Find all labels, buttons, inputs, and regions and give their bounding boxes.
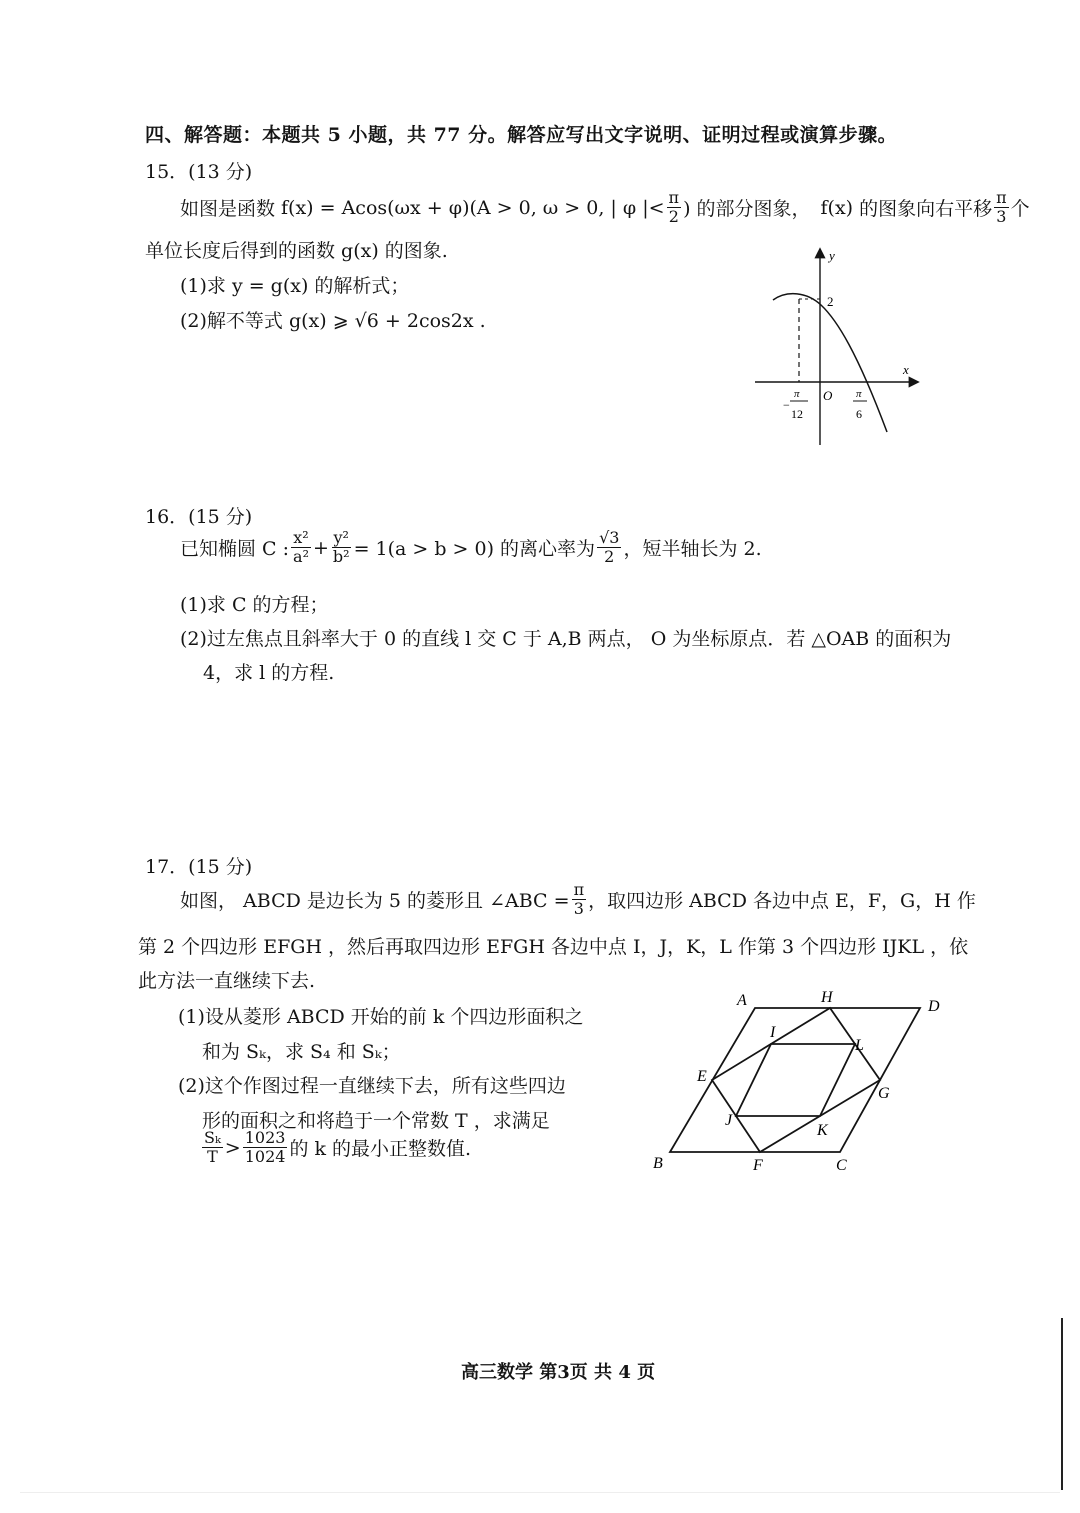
q16-line1	[180, 530, 762, 565]
q17-line3: 此方法一直继续下去.	[138, 970, 316, 992]
six-label: 6	[856, 407, 862, 421]
label-d: D	[928, 998, 940, 1015]
q17-part2-c: 的 k 的最小正整数值.	[289, 1138, 472, 1160]
q17-line1-a: 如图， ABCD 是边长为 5 的菱形且 ∠ABC =	[180, 890, 570, 912]
label-k: K	[817, 1122, 828, 1139]
q17-line1-b: ，取四边形 ABCD 各边中点 E，F，G，H 作	[588, 890, 976, 912]
section-header: 四、解答题：本题共 5 小题，共 77 分。解答应写出文字说明、证明过程或演算步骤。	[145, 124, 898, 146]
q15-line1	[180, 190, 1030, 225]
q17-gt: >	[224, 1136, 241, 1159]
q15-intro-b: ) 的部分图象，	[683, 198, 811, 220]
q15-part1: (1)求 y = g(x) 的解析式；	[180, 275, 410, 297]
q17-part1-b: 和为 Sₖ，求 S₄ 和 Sₖ；	[202, 1041, 401, 1063]
q16-line1-c: ，短半轴长为 2.	[623, 538, 762, 560]
q16-part1: (1)求 C 的方程；	[180, 594, 329, 616]
q17-part2-c-line	[200, 1130, 471, 1165]
x-axis-label: x	[903, 362, 909, 377]
label-i: I	[770, 1024, 776, 1041]
q17-part2-a: (2)这个作图过程一直继续下去，所有这些四边	[178, 1075, 566, 1097]
q17-line1	[180, 882, 976, 917]
q15-intro-a: 如图是函数	[180, 198, 276, 220]
q17-rhombus-figure	[645, 985, 945, 1180]
q15-line2: 单位长度后得到的函数 g(x) 的图象.	[145, 240, 448, 262]
q15-func-expr: f(x) = Acos(ωx + φ)(A > 0, ω > 0, | φ |<	[281, 196, 665, 219]
label-l: L	[855, 1037, 864, 1054]
q15-intro-d: 个	[1010, 198, 1030, 220]
q16-plus: +	[312, 536, 329, 559]
q16-frac-x2-a2: $\frac{\text{x²}}{\text{a²}}$	[293, 528, 309, 566]
label-a: A	[737, 992, 747, 1009]
q15-part2: (2)解不等式 g(x) ⩾ √6 + 2cos2x .	[180, 310, 486, 332]
label-g: G	[878, 1085, 890, 1102]
label-j: J	[725, 1112, 733, 1129]
q15-number: 15．(13 分)	[145, 161, 253, 183]
scan-edge-line	[1061, 1318, 1063, 1490]
q16-line1-b: = 1(a > b > 0) 的离心率为	[353, 538, 596, 560]
pi-label-right: π	[856, 388, 862, 400]
q15-frac-pi-3: $\frac{\pi}{3}$	[996, 188, 1007, 226]
q16-frac-sqrt3-2: $\frac{√3}{2}$	[599, 528, 620, 566]
label-h: H	[821, 989, 833, 1006]
q17-frac-sk-t: $\frac{\text{Sₖ}}{T}$	[204, 1128, 221, 1166]
q15-intro-c: 的图象向右平移	[859, 198, 993, 220]
q16-frac-y2-b2: $\frac{\text{y²}}{\text{b²}}$	[332, 528, 350, 566]
label-f: F	[753, 1157, 763, 1174]
pi-label-left: π	[794, 388, 800, 400]
scan-bottom-line	[20, 1492, 1060, 1493]
label-c: C	[836, 1157, 847, 1174]
q17-line2: 第 2 个四边形 EFGH ，然后再取四边形 EFGH 各边中点 I，J，K，L 作第 3 个四边形 IJKL ，依	[138, 936, 969, 958]
q15-fx: f(x)	[820, 196, 854, 219]
q16-number: 16．(15 分)	[145, 506, 253, 528]
q17-number: 17．(15 分)	[145, 856, 253, 878]
q17-part2-b: 形的面积之和将趋于一个常数 T ，求满足	[202, 1110, 550, 1132]
quad-efgh	[712, 1008, 880, 1152]
origin-label: O	[823, 388, 833, 403]
q17-part1-a: (1)设从菱形 ABCD 开始的前 k 个四边形面积之	[178, 1006, 584, 1028]
label-b: B	[653, 1155, 663, 1172]
y-axis-label: y	[829, 248, 835, 263]
max-label: 2	[827, 294, 834, 309]
page-footer: 高三数学 第3页 共 4 页	[461, 1362, 656, 1383]
q17-frac-1023-1024: $\frac{1023}{1024}$	[244, 1128, 286, 1166]
q15-frac-pi-2: $\frac{\pi}{2}$	[668, 188, 680, 226]
q16-line1-a: 已知椭圆 C :	[180, 538, 290, 560]
q16-part2-cont: 4，求 l 的方程.	[203, 662, 335, 684]
neg-sign-label: −	[783, 398, 790, 412]
q17-frac-pi-3: $\frac{\pi}{3}$	[573, 880, 585, 918]
q16-part2: (2)过左焦点且斜率大于 0 的直线 l 交 C 于 A,B 两点， O 为坐标原点．若 △OAB 的面积为	[180, 628, 952, 650]
twelve-label: 12	[791, 407, 803, 421]
q15-cosine-graph	[745, 240, 935, 455]
label-e: E	[697, 1068, 707, 1085]
